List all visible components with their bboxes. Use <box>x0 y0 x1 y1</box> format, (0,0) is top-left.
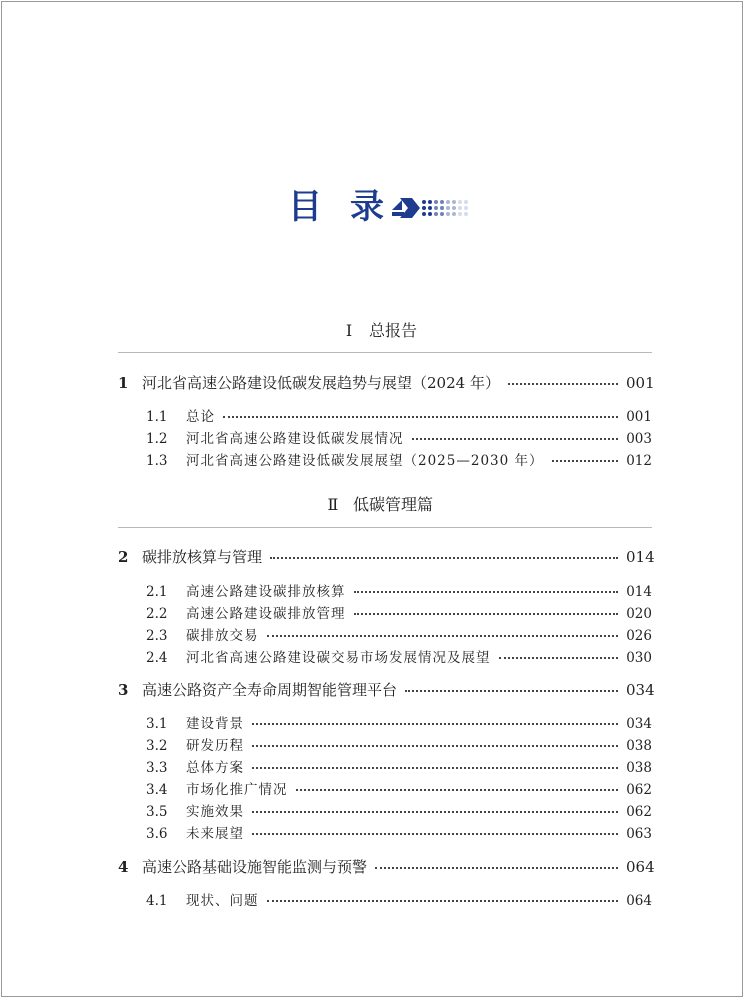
leader-dots <box>223 415 618 418</box>
entry-number: 3.1 <box>146 716 168 732</box>
entry-number: 2 <box>118 548 129 566</box>
entry-page: 014 <box>626 584 652 600</box>
entry-number: 1.2 <box>146 431 168 447</box>
title-char-1: 目 <box>288 187 322 227</box>
leader-dots <box>354 612 619 615</box>
leader-dots <box>354 590 619 593</box>
entry-title: 碳排放交易 <box>186 628 259 644</box>
entry-page: 020 <box>626 606 652 622</box>
leader-dots <box>270 556 618 559</box>
section-title: 总报告 <box>368 321 417 340</box>
toc-sub-entry[interactable] <box>146 756 652 776</box>
entry-page: 034 <box>626 716 652 732</box>
section-heading <box>0 492 746 515</box>
entry-number: 3.2 <box>146 738 168 754</box>
section-title: 低碳管理篇 <box>352 495 433 514</box>
leader-dots <box>508 382 618 385</box>
leader-dots <box>412 437 619 440</box>
toc-sub-entry[interactable] <box>146 449 652 469</box>
leader-dots <box>267 899 619 902</box>
entry-title: 河北省高速公路建设低碳发展情况 <box>186 431 404 447</box>
entry-number: 1.3 <box>146 453 168 469</box>
entry-page: 062 <box>626 782 652 798</box>
entry-number: 3 <box>118 681 129 699</box>
entry-title: 高速公路资产全寿命周期智能管理平台 <box>142 681 398 699</box>
entry-number: 2.4 <box>146 650 168 666</box>
toc-chapter-entry[interactable] <box>118 679 655 700</box>
leader-dots <box>252 832 618 835</box>
entry-number: 1.1 <box>146 409 168 425</box>
toc-sub-entry[interactable] <box>146 800 652 820</box>
entry-page: 063 <box>626 826 652 842</box>
section-numeral: Ⅱ <box>327 495 339 514</box>
toc-sub-entry[interactable] <box>146 734 652 754</box>
entry-page: 003 <box>626 431 652 447</box>
leader-dots <box>252 744 618 747</box>
entry-title: 未来展望 <box>186 826 244 842</box>
entry-page: 064 <box>626 858 655 876</box>
toc-sub-entry[interactable] <box>146 822 652 842</box>
toc-chapter-entry[interactable] <box>118 856 655 877</box>
toc-sub-entry[interactable] <box>146 889 652 909</box>
entry-title: 建设背景 <box>186 716 244 732</box>
entry-title: 高速公路建设碳排放核算 <box>186 584 346 600</box>
entry-number: 2.2 <box>146 606 168 622</box>
entry-title: 研发历程 <box>186 738 244 754</box>
toc-sub-entry[interactable] <box>146 646 652 666</box>
entry-page: 062 <box>626 804 652 820</box>
leader-dots <box>405 689 618 692</box>
leader-dots <box>375 866 618 869</box>
entry-number: 4 <box>118 858 129 876</box>
title-decoration-icon <box>390 194 472 224</box>
toc-sub-entry[interactable] <box>146 624 652 644</box>
title-char-2: 录 <box>350 187 384 227</box>
leader-dots <box>252 766 618 769</box>
toc-sub-entry[interactable] <box>146 427 652 447</box>
leader-dots <box>252 810 618 813</box>
entry-number: 4.1 <box>146 893 168 909</box>
entry-page: 030 <box>626 650 652 666</box>
entry-title: 总论 <box>186 409 215 425</box>
entry-title: 现状、问题 <box>186 893 259 909</box>
entry-title: 碳排放核算与管理 <box>142 548 263 566</box>
entry-page: 012 <box>626 453 652 469</box>
toc-sub-entry[interactable] <box>146 580 652 600</box>
section-divider <box>118 527 652 528</box>
entry-number: 3.3 <box>146 760 168 776</box>
section-numeral: Ⅰ <box>345 321 353 340</box>
entry-number: 2.3 <box>146 628 168 644</box>
toc-sub-entry[interactable] <box>146 778 652 798</box>
toc-sub-entry[interactable] <box>146 405 652 425</box>
entry-page: 038 <box>626 760 652 776</box>
entry-title: 实施效果 <box>186 804 244 820</box>
leader-dots <box>296 788 619 791</box>
entry-page: 038 <box>626 738 652 754</box>
entry-number: 1 <box>118 374 129 392</box>
entry-title: 河北省高速公路建设低碳发展趋势与展望（2024 年） <box>142 374 500 392</box>
leader-dots <box>552 459 618 462</box>
entry-title: 总体方案 <box>186 760 244 776</box>
entry-title: 高速公路基础设施智能监测与预警 <box>142 858 368 876</box>
entry-title: 市场化推广情况 <box>186 782 288 798</box>
entry-page: 001 <box>626 374 655 392</box>
section-heading <box>0 318 746 341</box>
leader-dots <box>499 656 619 659</box>
entry-number: 3.5 <box>146 804 168 820</box>
toc-sub-entry[interactable] <box>146 712 652 732</box>
leader-dots <box>252 722 618 725</box>
entry-page: 064 <box>626 893 652 909</box>
entry-page: 026 <box>626 628 652 644</box>
entry-page: 001 <box>626 409 652 425</box>
toc-title <box>288 184 472 230</box>
entry-title: 河北省高速公路建设碳交易市场发展情况及展望 <box>186 650 491 666</box>
section-divider <box>118 352 652 353</box>
entry-number: 3.4 <box>146 782 168 798</box>
entry-title: 高速公路建设碳排放管理 <box>186 606 346 622</box>
leader-dots <box>267 634 619 637</box>
toc-chapter-entry[interactable] <box>118 372 655 393</box>
entry-number: 3.6 <box>146 826 168 842</box>
entry-number: 2.1 <box>146 584 168 600</box>
toc-sub-entry[interactable] <box>146 602 652 622</box>
entry-page: 014 <box>626 548 655 566</box>
entry-title: 河北省高速公路建设低碳发展展望（2025—2030 年） <box>186 453 544 469</box>
toc-chapter-entry[interactable] <box>118 546 655 567</box>
entry-page: 034 <box>626 681 655 699</box>
